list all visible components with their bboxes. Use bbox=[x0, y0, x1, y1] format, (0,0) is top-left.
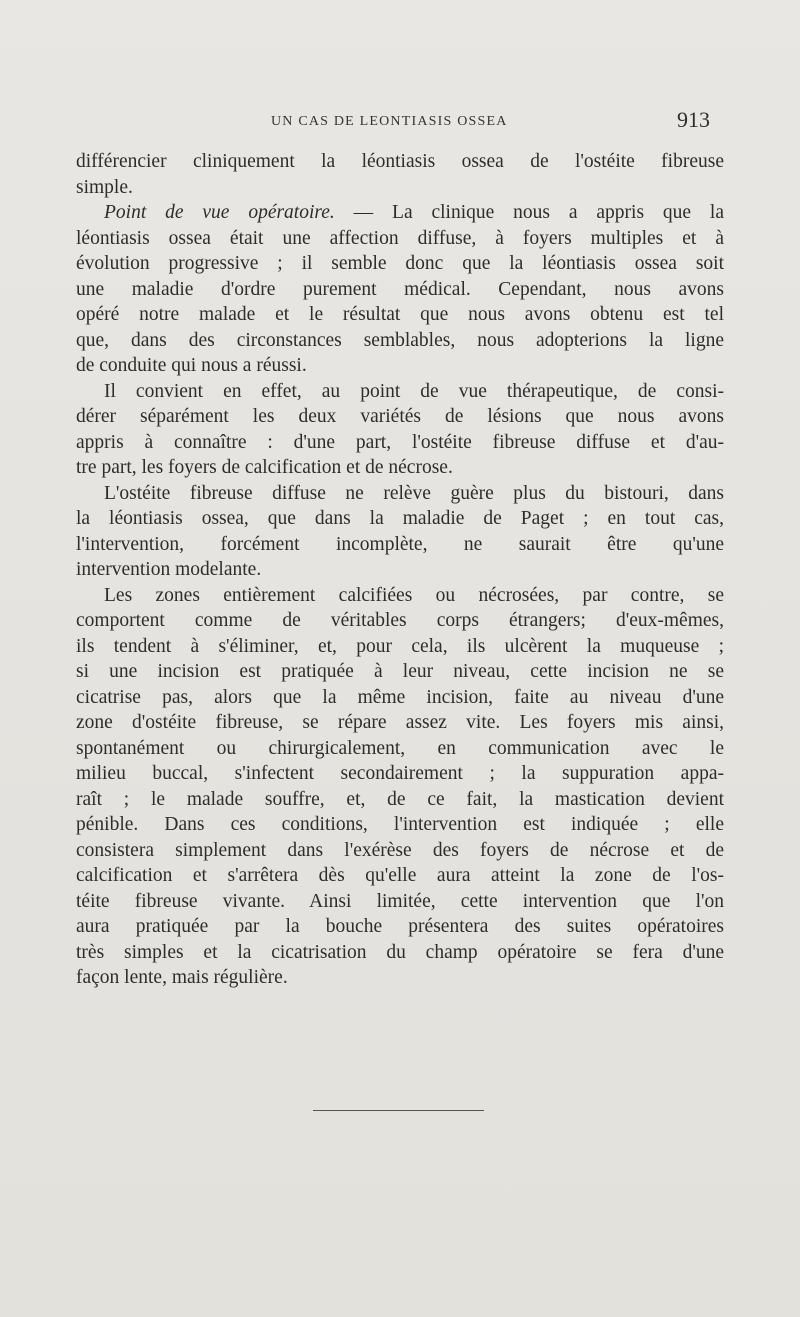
text-line: évolution progressive ; il semble donc que la léontiasis ossea soit bbox=[76, 253, 724, 274]
text-line: différencier cliniquement la léontiasis ossea de l'ostéite fibreuse bbox=[76, 151, 724, 172]
running-head bbox=[0, 107, 800, 133]
text-line: calcification et s'arrêtera dès qu'elle aura atteint la zone de l'os- bbox=[76, 865, 724, 886]
text-line: dérer séparément les deux variétés de lésions que nous avons bbox=[76, 406, 724, 427]
text-line bbox=[76, 200, 724, 226]
end-of-chapter-rule bbox=[313, 1110, 484, 1111]
text-line: intervention modelante. bbox=[76, 559, 262, 580]
text-line: milieu buccal, s'infectent secondairement ; la suppuration appa- bbox=[76, 763, 724, 784]
text-line: aura pratiquée par la bouche présentera des suites opératoires bbox=[76, 916, 724, 937]
text-line: cicatrise pas, alors que la même incision, faite au niveau d'une bbox=[76, 686, 724, 708]
running-title: UN CAS DE LEONTIASIS OSSEA bbox=[271, 114, 508, 129]
text-line: ils tendent à s'éliminer, et, pour cela, ils ulcèrent la muqueuse ; bbox=[76, 635, 724, 657]
text-line: que, dans des circonstances semblables, nous adopterions la ligne bbox=[76, 329, 724, 351]
section-heading-italic: Point de vue opératoire. bbox=[104, 202, 335, 223]
text-line: raît ; le malade souffre, et, de ce fait, la mastication devient bbox=[76, 788, 724, 810]
text-line: opéré notre malade et le résultat que nous avons obtenu est tel bbox=[76, 304, 724, 325]
paragraph-3 bbox=[76, 379, 724, 481]
text-line: une maladie d'ordre purement médical. Cependant, nous avons bbox=[76, 278, 724, 300]
text-line: la léontiasis ossea, que dans la maladie de Paget ; en tout cas, bbox=[76, 508, 724, 529]
text-line: consistera simplement dans l'exérèse des foyers de nécrose et de bbox=[76, 839, 724, 861]
text-line: téite fibreuse vivante. Ainsi limitée, cette intervention que l'on bbox=[76, 890, 724, 912]
text-line: comportent comme de véritables corps étrangers; d'eux-mêmes, bbox=[76, 610, 724, 631]
text-line: l'intervention, forcément incomplète, ne saurait être qu'une bbox=[76, 533, 724, 555]
text-line: très simples et la cicatrisation du champ opératoire se fera d'une bbox=[76, 941, 724, 963]
text-line: simple. bbox=[76, 176, 133, 198]
text-line: zone d'ostéite fibreuse, se répare assez vite. Les foyers mis ainsi, bbox=[76, 712, 724, 733]
text-fragment: — La clinique nous a appris que la bbox=[334, 202, 724, 223]
text-line: appris à connaître : d'une part, l'ostéite fibreuse diffuse et d'au- bbox=[76, 431, 724, 453]
text-line: façon lente, mais régulière. bbox=[76, 967, 288, 988]
text-line: pénible. Dans ces conditions, l'intervention est indiquée ; elle bbox=[76, 814, 724, 835]
text-line: si une incision est pratiquée à leur niveau, cette incision ne se bbox=[76, 661, 724, 682]
page-number: 913 bbox=[677, 107, 710, 132]
body-text bbox=[76, 149, 724, 991]
text-line: Les zones entièrement calcifiées ou nécrosées, par contre, se bbox=[104, 584, 724, 606]
text-line: spontanément ou chirurgicalement, en communication avec le bbox=[76, 737, 724, 759]
text-line: tre part, les foyers de calcification et de nécrose. bbox=[76, 457, 453, 478]
paragraph-5 bbox=[76, 583, 724, 991]
text-line: léontiasis ossea était une affection diffuse, à foyers multiples et à bbox=[76, 227, 724, 249]
text-line: Il convient en effet, au point de vue thérapeutique, de consi- bbox=[104, 380, 724, 402]
text-line: L'ostéite fibreuse diffuse ne relève guère plus du bistouri, dans bbox=[104, 482, 724, 504]
paragraph-1 bbox=[76, 149, 724, 200]
paragraph-4 bbox=[76, 481, 724, 583]
paragraph-2 bbox=[76, 200, 724, 379]
text-line: de conduite qui nous a réussi. bbox=[76, 355, 307, 376]
